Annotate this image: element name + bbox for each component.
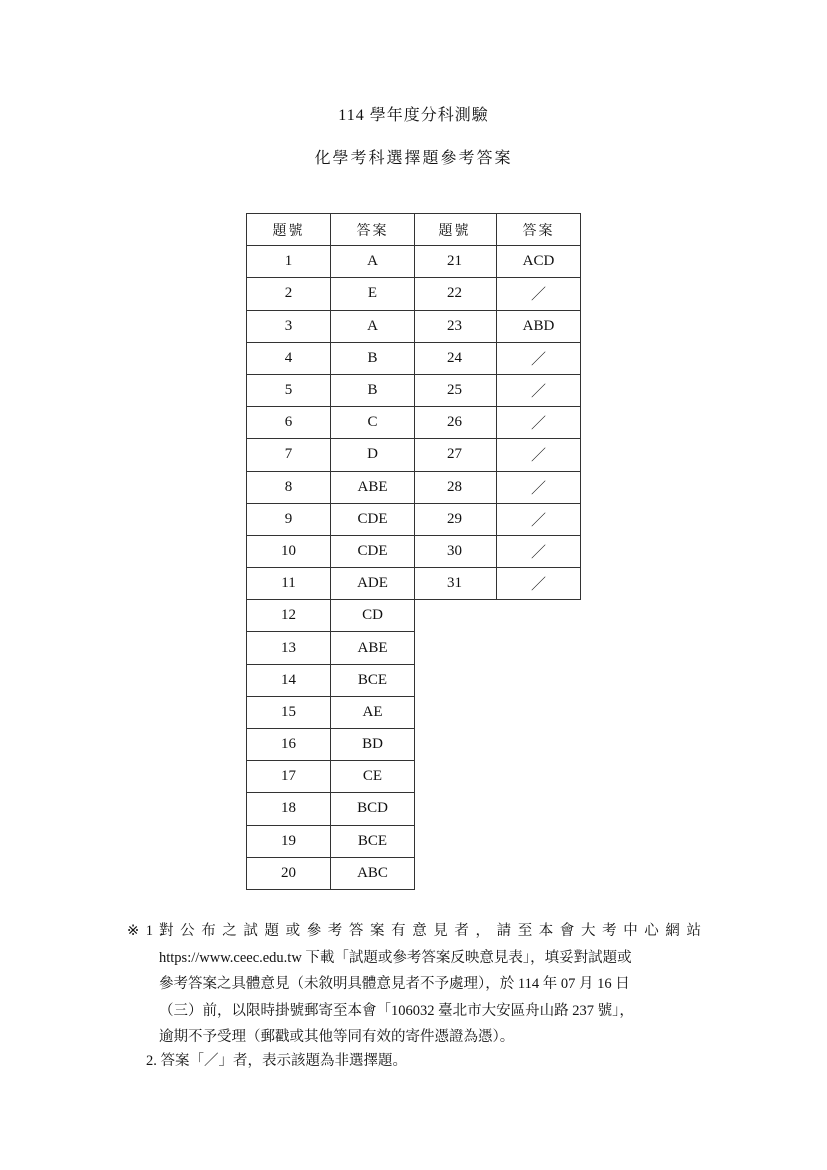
question-number: 5 <box>247 374 331 406</box>
table-row <box>247 729 415 761</box>
question-number: 10 <box>247 535 331 567</box>
answer-cell: B <box>331 342 415 374</box>
notes <box>127 918 707 1051</box>
table-row <box>413 471 581 503</box>
question-number: 28 <box>413 471 497 503</box>
question-number: 20 <box>247 857 331 889</box>
question-number: 1 <box>247 246 331 278</box>
answer-cell: BD <box>331 729 415 761</box>
question-number: 21 <box>413 246 497 278</box>
question-number: 26 <box>413 407 497 439</box>
answer-cell: ABC <box>331 857 415 889</box>
table-row <box>247 696 415 728</box>
note1-line: 參考答案之具體意見（未敘明具體意見者不予處理），於 114 年 07 月 16 日 <box>159 976 630 992</box>
question-number: 19 <box>247 825 331 857</box>
page-title: 114 學年度分科測驗 <box>338 107 489 124</box>
answer-cell: ABE <box>331 471 415 503</box>
answer-cell: BCE <box>331 664 415 696</box>
question-number: 17 <box>247 761 331 793</box>
column-header-question: 題號 <box>247 214 331 246</box>
table-row <box>413 439 581 471</box>
table-row <box>413 568 581 600</box>
column-header-answer: 答案 <box>331 214 415 246</box>
note-2: 2. 答案「／」者，表示該題為非選擇題。 <box>146 1053 407 1069</box>
note-mark: ※1. <box>127 923 170 939</box>
table-header-row <box>413 214 581 246</box>
answer-table-left <box>246 213 415 890</box>
answer-cell: ／ <box>497 342 581 374</box>
answer-cell: AE <box>331 696 415 728</box>
answer-cell: B <box>331 374 415 406</box>
table-header-row <box>247 214 415 246</box>
answer-cell: ／ <box>497 407 581 439</box>
note1-line: （三）前，以限時掛號郵寄至本會「106032 臺北市大安區舟山路 237 號」， <box>159 1002 634 1019</box>
question-number: 6 <box>247 407 331 439</box>
question-number: 8 <box>247 471 331 503</box>
table-row <box>247 825 415 857</box>
question-number: 18 <box>247 793 331 825</box>
column-header-question: 題號 <box>413 214 497 246</box>
answer-cell: CDE <box>331 535 415 567</box>
answer-cell: CD <box>331 600 415 632</box>
question-number: 4 <box>247 342 331 374</box>
table-row <box>247 535 415 567</box>
question-number: 9 <box>247 503 331 535</box>
answer-cell: ／ <box>497 439 581 471</box>
page-subtitle: 化學考科選擇題參考答案 <box>314 150 513 167</box>
question-number: 14 <box>247 664 331 696</box>
answer-cell: CDE <box>331 503 415 535</box>
table-row <box>247 342 415 374</box>
answer-cell: ACD <box>497 246 581 278</box>
table-row <box>413 278 581 310</box>
question-number: 13 <box>247 632 331 664</box>
answer-cell: ／ <box>497 471 581 503</box>
table-row <box>247 793 415 825</box>
answer-cell: BCD <box>331 793 415 825</box>
answer-cell: A <box>331 310 415 342</box>
question-number: 11 <box>247 568 331 600</box>
table-row <box>247 761 415 793</box>
question-number: 24 <box>413 342 497 374</box>
table-row <box>247 568 415 600</box>
answer-cell: C <box>331 407 415 439</box>
table-row <box>247 857 415 889</box>
table-row <box>247 471 415 503</box>
table-row <box>247 374 415 406</box>
table-row <box>413 310 581 342</box>
answer-cell: ／ <box>497 374 581 406</box>
question-number: 15 <box>247 696 331 728</box>
table-row <box>247 407 415 439</box>
question-number: 22 <box>413 278 497 310</box>
question-number: 7 <box>247 439 331 471</box>
answer-cell: BCE <box>331 825 415 857</box>
note1-line: 對公布之試題或參考答案有意見者，請至本會大考中心網站 <box>159 923 708 939</box>
table-row <box>413 535 581 567</box>
answer-cell: ADE <box>331 568 415 600</box>
table-row <box>247 278 415 310</box>
table-row <box>413 246 581 278</box>
question-number: 3 <box>247 310 331 342</box>
answer-cell: ／ <box>497 278 581 310</box>
table-row <box>413 374 581 406</box>
answer-cell: D <box>331 439 415 471</box>
table-row <box>247 600 415 632</box>
table-row <box>247 310 415 342</box>
table-row <box>247 632 415 664</box>
table-row <box>247 664 415 696</box>
question-number: 25 <box>413 374 497 406</box>
question-number: 27 <box>413 439 497 471</box>
answer-cell: A <box>331 246 415 278</box>
question-number: 16 <box>247 729 331 761</box>
table-row <box>413 342 581 374</box>
answer-table-right <box>413 213 581 600</box>
note1-line: 逾期不予受理（郵戳或其他等同有效的寄件憑證為憑）。 <box>159 1029 515 1045</box>
table-row <box>247 246 415 278</box>
question-number: 29 <box>413 503 497 535</box>
question-number: 23 <box>413 310 497 342</box>
question-number: 31 <box>413 568 497 600</box>
note1-line: https://www.ceec.edu.tw 下載「試題或參考答案反映意見表」，填妥對試題或 <box>159 949 632 966</box>
answer-cell: ／ <box>497 568 581 600</box>
question-number: 12 <box>247 600 331 632</box>
question-number: 2 <box>247 278 331 310</box>
answer-cell: ABD <box>497 310 581 342</box>
answer-cell: E <box>331 278 415 310</box>
table-row <box>413 503 581 535</box>
table-row <box>247 503 415 535</box>
answer-cell: ／ <box>497 503 581 535</box>
table-row <box>413 407 581 439</box>
table-row <box>247 439 415 471</box>
answer-cell: ABE <box>331 632 415 664</box>
question-number: 30 <box>413 535 497 567</box>
answer-cell: CE <box>331 761 415 793</box>
column-header-answer: 答案 <box>497 214 581 246</box>
answer-cell: ／ <box>497 535 581 567</box>
